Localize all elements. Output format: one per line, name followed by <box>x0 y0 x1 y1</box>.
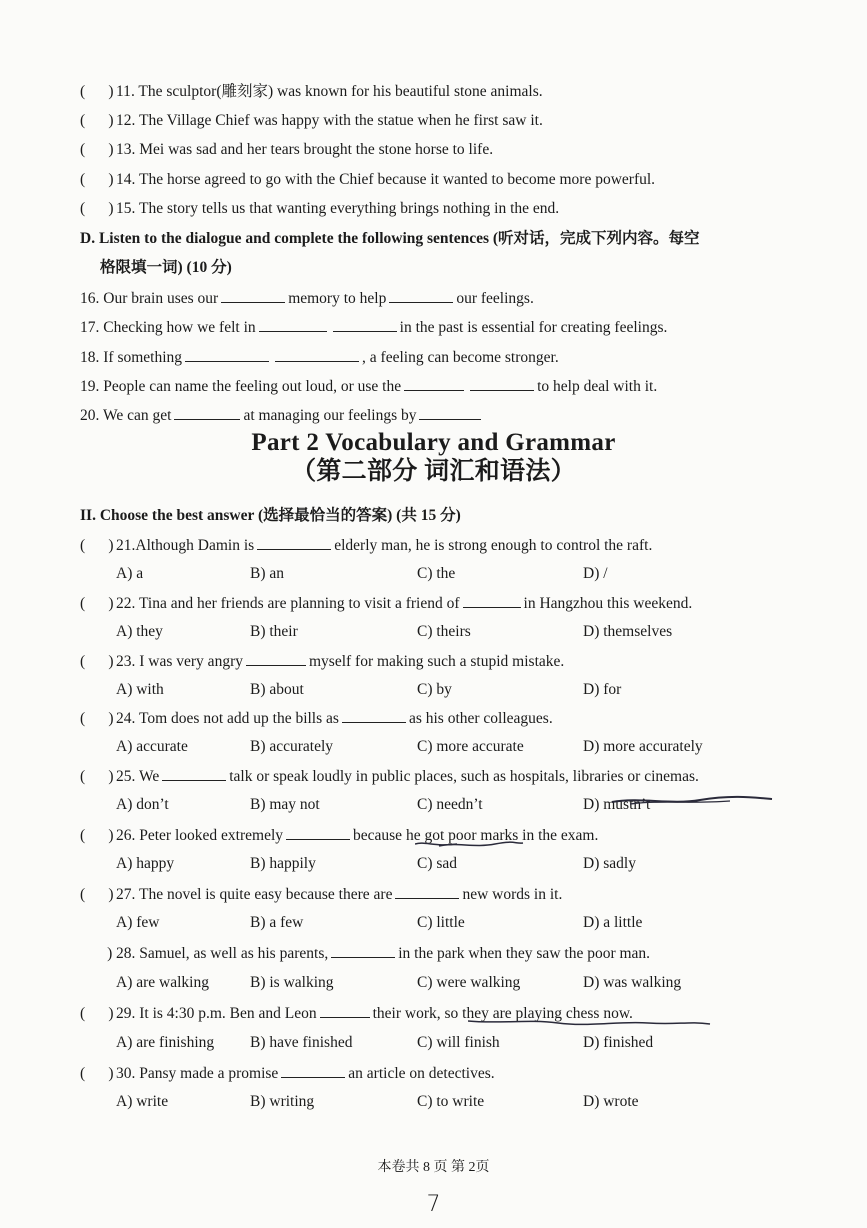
option-a[interactable]: A) with <box>116 681 164 698</box>
question-21: ( ) 21.Although Damin is elderly man, he is strong enough to control the raft. <box>80 537 653 554</box>
option-a[interactable]: A) don’t <box>116 796 169 813</box>
option-c[interactable]: C) theirs <box>417 623 471 640</box>
option-a[interactable]: A) they <box>116 623 163 640</box>
question-18: 18. If something , a feeling can become stronger. <box>80 349 559 366</box>
option-b[interactable]: B) have finished <box>250 1034 353 1051</box>
question-15: ( ) 15. The story tells us that wanting everything brings nothing in the end. <box>80 200 560 217</box>
section-d-heading: D. Listen to the dialogue and complete the following sentences (听对话，完成下列内容。每空 <box>80 230 700 247</box>
page-number: 7 <box>426 1192 441 1217</box>
answer-blank[interactable] <box>259 317 327 332</box>
option-b[interactable]: B) may not <box>250 796 320 813</box>
option-d[interactable]: D) themselves <box>583 623 673 640</box>
option-c[interactable]: C) will finish <box>417 1034 500 1051</box>
option-b[interactable]: B) an <box>250 565 285 582</box>
page-footer: 本卷共 8 页 第 2页 <box>377 1160 490 1175</box>
answer-blank[interactable] <box>470 376 534 391</box>
option-a[interactable]: A) few <box>116 914 160 931</box>
question-23: ( ) 23. I was very angry myself for making such a stupid mistake. <box>80 653 565 670</box>
section-d-heading-cont: 格限填一词) (10 分) <box>100 259 232 276</box>
option-c[interactable]: C) by <box>417 681 452 698</box>
option-c[interactable]: C) were walking <box>417 974 521 991</box>
question-30: ( ) 30. Pansy made a promise an article on detectives. <box>80 1065 495 1082</box>
question-20: 20. We can get at managing our feelings by <box>80 405 837 426</box>
answer-blank[interactable] <box>320 1003 370 1018</box>
part-2-title: Part 2 Vocabulary and Grammar <box>251 429 616 456</box>
answer-blank[interactable] <box>395 884 459 899</box>
question-16: 16. Our brain uses our memory to help our feelings. <box>80 290 534 307</box>
question-11: ( ) 11. The sculptor(雕刻家) was known for his beautiful stone animals. <box>80 83 543 100</box>
option-c[interactable]: C) more accurate <box>417 738 524 755</box>
section-ii-heading: II. Choose the best answer (选择最恰当的答案) (共 15 分) <box>80 507 461 524</box>
option-c[interactable]: C) sad <box>417 855 458 872</box>
pen-underline <box>468 1011 713 1029</box>
option-b[interactable]: B) is walking <box>250 974 334 991</box>
answer-blank[interactable] <box>162 766 226 781</box>
option-c[interactable]: C) needn’t <box>417 796 483 813</box>
question-27: ( ) 27. The novel is quite easy because there are new words in it. <box>80 886 563 903</box>
option-d[interactable]: D) sadly <box>583 855 636 872</box>
answer-blank[interactable] <box>463 593 521 608</box>
question-26: ( ) 26. Peter looked extremely because he got poor marks in the exam. <box>80 827 599 844</box>
answer-blank[interactable] <box>281 1063 345 1078</box>
answer-blank[interactable] <box>419 405 481 420</box>
option-d[interactable]: D) finished <box>583 1034 654 1051</box>
answer-blank[interactable] <box>404 376 464 391</box>
answer-blank[interactable] <box>342 708 406 723</box>
answer-blank[interactable] <box>275 347 359 362</box>
question-25: ( ) 25. We talk or speak loudly in public places, such as hospitals, libraries or cinemas. <box>80 768 699 785</box>
question-29: ( ) 29. It is 4:30 p.m. Ben and Leon their work, so they are playing chess now. <box>80 1005 633 1022</box>
option-a[interactable]: A) a <box>116 565 144 582</box>
option-d[interactable]: D) a little <box>583 914 643 931</box>
answer-blank[interactable] <box>246 651 306 666</box>
option-b[interactable]: B) happily <box>250 855 316 872</box>
answer-blank[interactable] <box>174 405 240 420</box>
question-19: 19. People can name the feeling out loud, or use the to help deal with it. <box>80 378 658 395</box>
option-d[interactable]: D) was walking <box>583 974 682 991</box>
option-d[interactable]: D) mustn’t <box>583 796 651 813</box>
pen-underline <box>415 838 525 852</box>
pen-scribble <box>610 793 775 809</box>
question-28: ) 28. Samuel, as well as his parents, in the park when they saw the poor man. <box>80 945 651 962</box>
answer-blank[interactable] <box>185 347 269 362</box>
answer-blank[interactable] <box>333 317 397 332</box>
question-22: ( ) 22. Tina and her friends are planning to visit a friend of in Hangzhou this weekend. <box>80 595 693 612</box>
question-24: ( ) 24. Tom does not add up the bills as as his other colleagues. <box>80 710 553 727</box>
option-a[interactable]: A) are finishing <box>116 1034 215 1051</box>
option-b[interactable]: B) a few <box>250 914 304 931</box>
part-2-subtitle: （第二部分 词汇和语法） <box>291 458 576 485</box>
option-d[interactable]: D) more accurately <box>583 738 703 755</box>
option-a[interactable]: A) write <box>116 1093 169 1110</box>
option-d[interactable]: D) / <box>583 565 608 582</box>
option-a[interactable]: A) are walking <box>116 974 209 991</box>
option-b[interactable]: B) accurately <box>250 738 334 755</box>
option-c[interactable]: C) little <box>417 914 465 931</box>
answer-blank[interactable] <box>286 825 350 840</box>
question-17: 17. Checking how we felt in in the past is essential for creating feelings. <box>80 319 668 336</box>
option-a[interactable]: A) happy <box>116 855 175 872</box>
question-14: ( ) 14. The horse agreed to go with the Chief because it wanted to become more powerful. <box>80 171 656 188</box>
option-c[interactable]: C) to write <box>417 1093 485 1110</box>
option-d[interactable]: D) wrote <box>583 1093 639 1110</box>
option-a[interactable]: A) accurate <box>116 738 188 755</box>
question-12: ( ) 12. The Village Chief was happy with the statue when he first saw it. <box>80 112 543 129</box>
answer-blank[interactable] <box>331 943 395 958</box>
answer-blank[interactable] <box>389 288 453 303</box>
option-b[interactable]: B) their <box>250 623 298 640</box>
question-13: ( ) 13. Mei was sad and her tears brought the stone horse to life. <box>80 141 494 158</box>
option-b[interactable]: B) writing <box>250 1093 315 1110</box>
option-c[interactable]: C) the <box>417 565 456 582</box>
option-d[interactable]: D) for <box>583 681 622 698</box>
answer-blank[interactable] <box>257 535 331 550</box>
option-b[interactable]: B) about <box>250 681 304 698</box>
answer-blank[interactable] <box>221 288 285 303</box>
